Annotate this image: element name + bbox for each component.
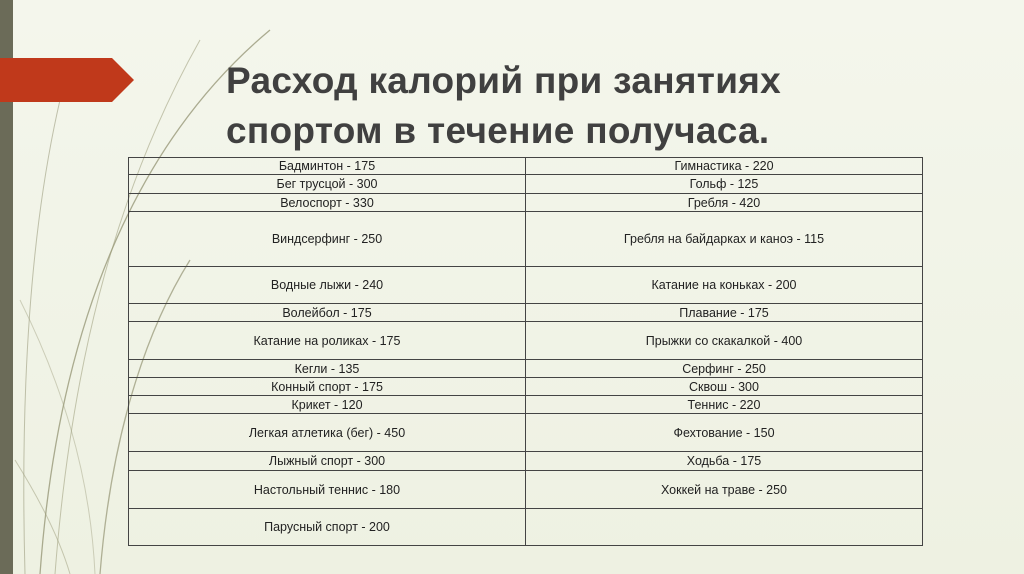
table-cell-right: Фехтование - 150: [526, 414, 923, 452]
slide-title: [226, 56, 781, 156]
table-cell-right: Прыжки со скакалкой - 400: [526, 322, 923, 360]
table-cell-right: Гребля - 420: [526, 194, 923, 212]
slide-title-line-2: спортом в течение получаса.: [226, 110, 770, 151]
table-cell-left: Конный спорт - 175: [129, 378, 526, 396]
table-row: [129, 378, 923, 396]
table-cell-right: Сквош - 300: [526, 378, 923, 396]
table-row: [129, 414, 923, 452]
table-row: [129, 158, 923, 175]
table-row: [129, 322, 923, 360]
table-cell-left: Волейбол - 175: [129, 304, 526, 322]
table-row: [129, 360, 923, 378]
table-row: [129, 452, 923, 471]
table-cell-right: Плавание - 175: [526, 304, 923, 322]
table-row: [129, 194, 923, 212]
table-cell-left: Парусный спорт - 200: [129, 509, 526, 546]
table-cell-left: Катание на роликах - 175: [129, 322, 526, 360]
table-cell-right: Серфинг - 250: [526, 360, 923, 378]
table-cell-left: Виндсерфинг - 250: [129, 212, 526, 267]
table-cell-left: Водные лыжи - 240: [129, 267, 526, 304]
table-cell-right: Гольф - 125: [526, 175, 923, 194]
table-cell-right: Хоккей на траве - 250: [526, 471, 923, 509]
table-cell-right: [526, 509, 923, 546]
table-cell-left: Крикет - 120: [129, 396, 526, 414]
calories-table: [128, 157, 923, 546]
table-row: [129, 212, 923, 267]
slide-title-line-1: Расход калорий при занятиях: [226, 60, 782, 101]
table-cell-left: Настольный теннис - 180: [129, 471, 526, 509]
table-row: [129, 267, 923, 304]
table-cell-right: Теннис - 220: [526, 396, 923, 414]
table-cell-left: Кегли - 135: [129, 360, 526, 378]
table-row: [129, 471, 923, 509]
table-cell-right: Катание на коньках - 200: [526, 267, 923, 304]
table-row: [129, 175, 923, 194]
table-cell-right: Гимнастика - 220: [526, 158, 923, 175]
table-row: [129, 304, 923, 322]
table-cell-left: Лыжный спорт - 300: [129, 452, 526, 471]
table-cell-left: Бег трусцой - 300: [129, 175, 526, 194]
table-cell-left: Бадминтон - 175: [129, 158, 526, 175]
table-cell-left: Велоспорт - 330: [129, 194, 526, 212]
table-row: [129, 396, 923, 414]
table-cell-left: Легкая атлетика (бег) - 450: [129, 414, 526, 452]
red-arrow-icon: [0, 58, 134, 102]
table-cell-right: Ходьба - 175: [526, 452, 923, 471]
table-cell-right: Гребля на байдарках и каноэ - 115: [526, 212, 923, 267]
table-row: [129, 509, 923, 546]
